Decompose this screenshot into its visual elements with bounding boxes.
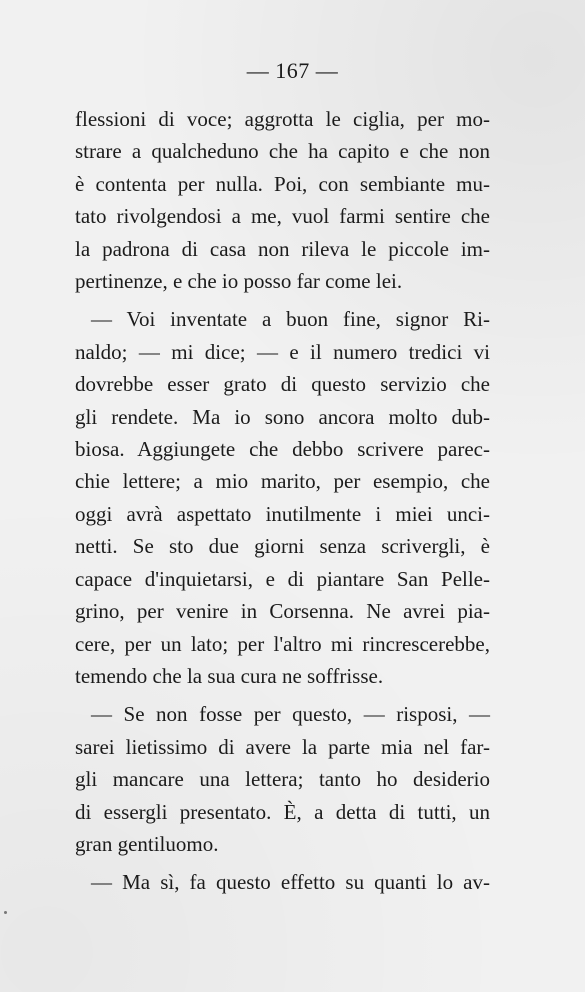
text-line: oggi avrà aspettato inutilmente i miei unci- xyxy=(75,501,490,526)
text-line: temendo che la sua cura ne soffrisse. xyxy=(75,663,384,688)
text-line: cere, per un lato; per l'altro mi rincrescerebbe, xyxy=(75,631,490,656)
text-line: naldo; — mi dice; — e il numero tredici vi xyxy=(75,339,490,364)
text-line: gli rendete. Ma io sono ancora molto dub- xyxy=(75,404,490,429)
text-line: di essergli presentato. È, a detta di tutti, un xyxy=(75,799,490,824)
text-line: gli mancare una lettera; tanto ho desiderio xyxy=(75,767,490,792)
text-line: flessioni di voce; aggrotta le ciglia, per mo- xyxy=(75,107,490,131)
text-line: strare a qualcheduno che ha capito e che non xyxy=(75,139,490,164)
text-line: biosa. Aggiungete che debbo scrivere parec- xyxy=(75,437,490,462)
text-line: la padrona di casa non rileva le piccole im- xyxy=(75,236,490,261)
text-line: dovrebbe esser grato di questo servizio che xyxy=(75,372,490,397)
text-line: capace d'inquietarsi, e di piantare San Pelle- xyxy=(75,566,490,591)
text-line: tato rivolgendosi a me, vuol farmi sentire che xyxy=(75,204,490,229)
text-line: sarei lietissimo di avere la parte mia nel far- xyxy=(75,734,490,759)
text-line: è contenta per nulla. Poi, con sembiante mu- xyxy=(75,171,490,196)
text-line: pertinenze, e che io posso far come lei. xyxy=(75,269,403,294)
text-line: netti. Se sto due giorni senza scrivergli, è xyxy=(75,534,490,559)
text-line: gran gentiluomo. xyxy=(75,831,219,856)
text-line: — Ma sì, fa questo effetto su quanti lo av- xyxy=(91,870,490,895)
text-line: — Voi inventate a buon fine, signor Ri- xyxy=(91,307,490,332)
text-line: grino, per venire in Corsenna. Ne avrei pia- xyxy=(75,599,490,624)
text-line: chie lettere; a mio marito, per esempio, che xyxy=(75,469,490,494)
page-speck xyxy=(4,911,7,914)
text-line: — Se non fosse per questo, — risposi, — xyxy=(91,702,490,727)
text-body xyxy=(75,103,490,899)
page-number: — 167 — xyxy=(246,58,339,83)
